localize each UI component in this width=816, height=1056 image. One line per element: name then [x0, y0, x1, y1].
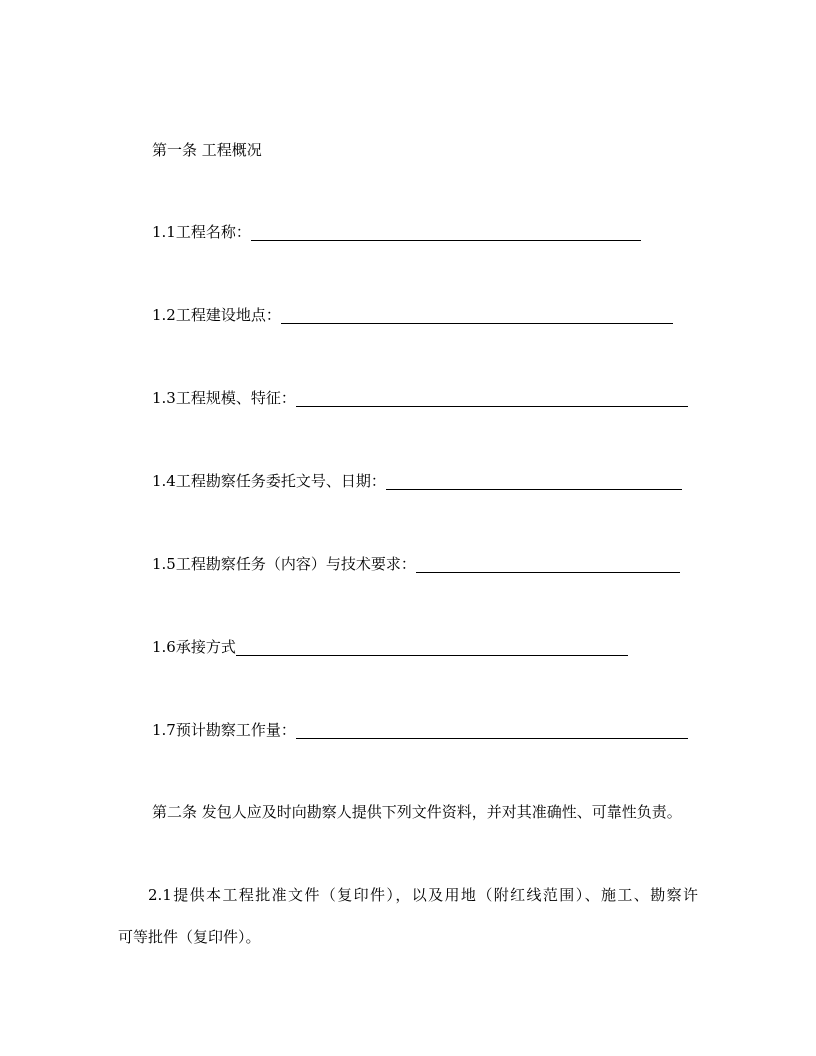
field-label: 1.7预计勘察工作量：: [152, 721, 296, 739]
fill-in-blank[interactable]: [296, 392, 688, 407]
clause-2-1-line-1: 2.1提供本工程批准文件（复印件），以及用地（附红线范围）、施工、勘察许: [148, 886, 698, 904]
field-estimated-workload: [152, 720, 688, 740]
article-1-heading: 第一条 工程概况: [152, 141, 262, 159]
fill-in-blank[interactable]: [416, 558, 680, 573]
article-2-heading: 第二条 发包人应及时向勘察人提供下列文件资料，并对其准确性、可靠性负责。: [152, 803, 682, 821]
field-label: 1.1工程名称：: [152, 223, 251, 241]
field-label: 1.2工程建设地点：: [152, 306, 281, 324]
fill-in-blank[interactable]: [251, 226, 641, 241]
fill-in-blank[interactable]: [236, 641, 628, 656]
clause-2-1-line-2: 可等批件（复印件）。: [118, 928, 261, 946]
field-construction-site: [152, 305, 673, 325]
field-survey-task-requirements: [152, 554, 680, 574]
fill-in-blank[interactable]: [296, 724, 688, 739]
field-contracting-method: [152, 637, 628, 657]
field-label: 1.3工程规模、特征：: [152, 389, 296, 407]
field-label: 1.6承接方式: [152, 638, 236, 656]
clause-2-1: [118, 885, 698, 947]
fill-in-blank[interactable]: [281, 309, 673, 324]
fill-in-blank[interactable]: [386, 475, 682, 490]
field-project-name: [152, 222, 641, 242]
field-project-scale: [152, 388, 688, 408]
field-commission-number-date: [152, 471, 682, 491]
field-label: 1.5工程勘察任务（内容）与技术要求：: [152, 555, 416, 573]
field-label: 1.4工程勘察任务委托文号、日期：: [152, 472, 386, 490]
